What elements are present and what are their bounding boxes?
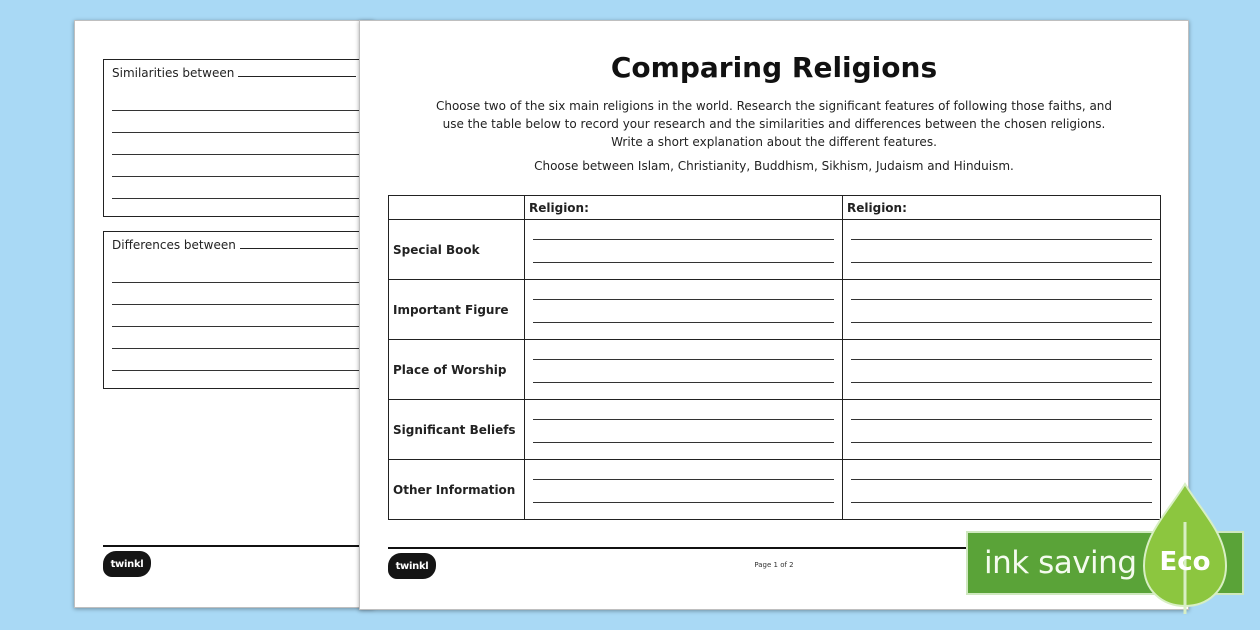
answer-cell[interactable] bbox=[525, 460, 843, 520]
row-label: Place of Worship bbox=[389, 340, 525, 400]
comparison-table bbox=[388, 195, 1161, 520]
differences-box bbox=[103, 231, 374, 389]
answer-cell[interactable] bbox=[843, 400, 1161, 460]
footer-rule bbox=[103, 545, 373, 547]
answer-cell[interactable] bbox=[843, 220, 1161, 280]
page-title: Comparing Religions bbox=[610, 51, 938, 84]
table-row bbox=[389, 460, 1161, 520]
answer-cell[interactable] bbox=[843, 340, 1161, 400]
answer-cell[interactable] bbox=[525, 220, 843, 280]
answer-cell[interactable] bbox=[525, 340, 843, 400]
row-label: Significant Beliefs bbox=[389, 400, 525, 460]
twinkl-logo: twinkl bbox=[103, 551, 151, 577]
answer-cell[interactable] bbox=[525, 280, 843, 340]
answer-cell[interactable] bbox=[843, 460, 1161, 520]
table-row bbox=[389, 220, 1161, 280]
table-row bbox=[389, 340, 1161, 400]
differences-label: Differences between bbox=[112, 238, 369, 252]
choose-text: Choose between Islam, Christianity, Buddhism, Sikhism, Judaism and Hinduism. bbox=[534, 159, 1014, 173]
table-row bbox=[389, 280, 1161, 340]
similarities-label: Similarities between bbox=[112, 66, 368, 80]
row-label: Special Book bbox=[389, 220, 525, 280]
worksheet-page-1 bbox=[359, 20, 1189, 610]
eco-leaf-icon bbox=[1140, 482, 1230, 616]
table-row bbox=[389, 400, 1161, 460]
page-number: Page 1 of 2 bbox=[754, 561, 794, 569]
intro-text: Choose two of the six main religions in the world. Research the significant features of following those faiths, and use the table below to record your research and the similarities and differences between the chosen religions. Write a short explanation about the different features. bbox=[435, 99, 1113, 149]
eco-label: Eco bbox=[1159, 547, 1211, 577]
twinkl-logo: twinkl bbox=[388, 553, 436, 579]
similarities-box bbox=[103, 59, 374, 217]
header-blank bbox=[389, 196, 525, 220]
answer-cell[interactable] bbox=[843, 280, 1161, 340]
header-religion-2: Religion: bbox=[843, 196, 1161, 220]
row-label: Important Figure bbox=[389, 280, 525, 340]
answer-cell[interactable] bbox=[525, 400, 843, 460]
ink-saving-text: ink saving bbox=[984, 545, 1137, 581]
row-label: Other Information bbox=[389, 460, 525, 520]
table-header-row bbox=[389, 196, 1161, 220]
worksheet-page-2 bbox=[74, 20, 374, 608]
header-religion-1: Religion: bbox=[525, 196, 843, 220]
